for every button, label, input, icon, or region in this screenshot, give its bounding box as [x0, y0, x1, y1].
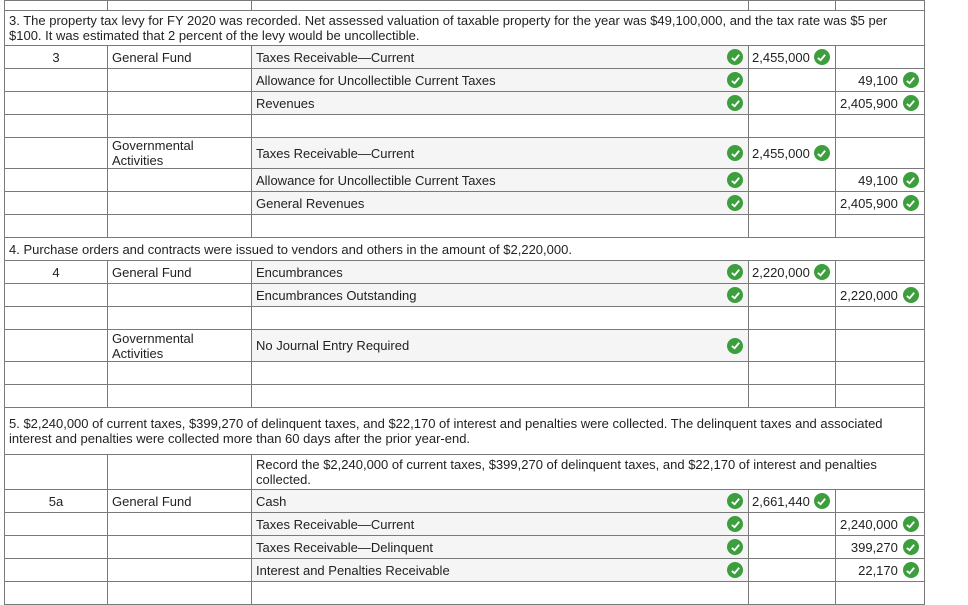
fund-label: General Fund [108, 261, 252, 284]
check-icon [727, 264, 743, 280]
entry-number: 5a [5, 490, 108, 513]
description-row [5, 11, 925, 46]
account-name: Revenues [256, 95, 315, 111]
check-icon [727, 493, 743, 509]
credit-value: 22,170 [858, 562, 898, 578]
gov-label: Governmental Activities [108, 138, 252, 169]
journal-row [5, 169, 925, 192]
spacer-row [5, 1, 925, 11]
credit-field[interactable] [836, 284, 925, 307]
credit-field[interactable] [836, 362, 925, 385]
credit-field[interactable] [836, 261, 925, 284]
check-icon [727, 287, 743, 303]
credit-field[interactable] [836, 115, 925, 138]
description-row [5, 238, 925, 261]
credit-value: 49,100 [858, 172, 898, 188]
credit-field[interactable] [836, 215, 925, 238]
journal-row [5, 330, 925, 362]
check-icon [814, 145, 830, 161]
debit-field[interactable] [749, 330, 836, 362]
credit-value: 2,405,900 [840, 195, 898, 211]
debit-field[interactable] [749, 92, 836, 115]
check-icon [727, 562, 743, 578]
debit-field[interactable] [749, 490, 836, 513]
debit-field[interactable] [749, 559, 836, 582]
account-field[interactable] [252, 169, 749, 192]
check-icon [814, 264, 830, 280]
debit-field[interactable] [749, 513, 836, 536]
account-name: Taxes Receivable—Delinquent [256, 539, 434, 555]
account-name: No Journal Entry Required [256, 338, 410, 353]
debit-field[interactable] [749, 138, 836, 169]
check-icon [727, 539, 743, 555]
journal-row [5, 261, 925, 284]
account-field[interactable] [252, 385, 749, 408]
check-icon [903, 539, 919, 555]
check-icon [727, 145, 743, 161]
account-field[interactable] [252, 69, 749, 92]
debit-field[interactable] [749, 362, 836, 385]
check-icon [727, 172, 743, 188]
check-icon [903, 195, 919, 211]
entry-instruction: Record the $2,240,000 of current taxes, $399,270 of delinquent taxes, and $22,170 of interest and penalties collected. [252, 455, 925, 490]
check-icon [903, 95, 919, 111]
credit-field[interactable] [836, 385, 925, 408]
check-icon [903, 287, 919, 303]
journal-row [5, 69, 925, 92]
account-name: Allowance for Uncollectible Current Taxes [256, 172, 496, 188]
check-icon [903, 72, 919, 88]
gov-label: Governmental Activities [108, 330, 252, 362]
account-field[interactable] [252, 362, 749, 385]
account-field[interactable] [252, 138, 749, 169]
debit-field[interactable] [749, 69, 836, 92]
credit-value: 2,405,900 [840, 95, 898, 111]
description-row [5, 408, 925, 455]
journal-row [5, 192, 925, 215]
debit-value: 2,455,000 [752, 49, 810, 65]
debit-field[interactable] [749, 46, 836, 69]
journal-row [5, 536, 925, 559]
credit-field[interactable] [836, 46, 925, 69]
debit-field[interactable] [749, 115, 836, 138]
journal-table [4, 0, 925, 605]
check-icon [903, 516, 919, 532]
account-field[interactable] [252, 215, 749, 238]
debit-field[interactable] [749, 192, 836, 215]
journal-row [5, 46, 925, 69]
credit-field[interactable] [836, 69, 925, 92]
credit-field[interactable] [836, 138, 925, 169]
check-icon [727, 49, 743, 65]
account-field[interactable] [252, 330, 749, 362]
credit-field[interactable] [836, 92, 925, 115]
account-name: Cash [256, 493, 287, 509]
fund-label: General Fund [108, 46, 252, 69]
debit-field[interactable] [749, 307, 836, 330]
account-field[interactable] [252, 261, 749, 284]
entry-number: 3 [5, 46, 108, 69]
account-field[interactable] [252, 513, 749, 536]
credit-field[interactable] [836, 192, 925, 215]
credit-field[interactable] [836, 330, 925, 362]
entry-number: 4 [5, 261, 108, 284]
account-field[interactable] [252, 559, 749, 582]
debit-value: 2,220,000 [752, 264, 810, 280]
event-description: 4. Purchase orders and contracts were issued to vendors and others in the amount of $2,220,000. [5, 238, 925, 261]
check-icon [727, 72, 743, 88]
instruction-row [5, 455, 925, 490]
check-icon [903, 172, 919, 188]
check-icon [727, 95, 743, 111]
account-name: Encumbrances Outstanding [256, 287, 417, 303]
check-icon [727, 338, 743, 354]
blank-row [5, 385, 925, 408]
journal-row [5, 513, 925, 536]
debit-field[interactable] [749, 261, 836, 284]
journal-row [5, 559, 925, 582]
credit-field[interactable] [836, 307, 925, 330]
credit-field[interactable] [836, 169, 925, 192]
check-icon [814, 49, 830, 65]
account-name: Taxes Receivable—Current [256, 145, 415, 161]
debit-field[interactable] [749, 284, 836, 307]
blank-row [5, 215, 925, 238]
fund-label: General Fund [108, 490, 252, 513]
account-name: Taxes Receivable—Current [256, 49, 415, 65]
journal-row [5, 490, 925, 513]
journal-row [5, 284, 925, 307]
credit-field[interactable] [836, 536, 925, 559]
account-field[interactable] [252, 46, 749, 69]
blank-row [5, 582, 925, 605]
credit-value: 2,220,000 [840, 287, 898, 303]
credit-field[interactable] [836, 490, 925, 513]
account-field[interactable] [252, 490, 749, 513]
debit-field[interactable] [749, 582, 836, 605]
credit-field[interactable] [836, 513, 925, 536]
account-field[interactable] [252, 307, 749, 330]
credit-value: 2,240,000 [840, 516, 898, 532]
blank-row [5, 307, 925, 330]
check-icon [727, 195, 743, 211]
check-icon [814, 493, 830, 509]
debit-value: 2,455,000 [752, 145, 810, 161]
account-field[interactable] [252, 582, 749, 605]
account-field[interactable] [252, 536, 749, 559]
credit-value: 49,100 [858, 72, 898, 88]
event-description: 5. $2,240,000 of current taxes, $399,270 of delinquent taxes, and $22,170 of interest and penalties were collected. The delinquent taxes and associated interest and penalties were collected more than 60 days after the prior year-end. [5, 408, 925, 455]
blank-row [5, 115, 925, 138]
account-name: Encumbrances [256, 264, 343, 280]
account-name: Interest and Penalties Receivable [256, 562, 450, 578]
account-field[interactable] [252, 284, 749, 307]
credit-value: 399,270 [850, 539, 898, 555]
check-icon [903, 562, 919, 578]
debit-field[interactable] [749, 536, 836, 559]
credit-field[interactable] [836, 582, 925, 605]
check-icon [727, 516, 743, 532]
account-name: Taxes Receivable—Current [256, 516, 415, 532]
account-field[interactable] [252, 192, 749, 215]
debit-field[interactable] [749, 215, 836, 238]
account-name: Allowance for Uncollectible Current Taxes [256, 72, 496, 88]
account-field[interactable] [252, 115, 749, 138]
account-field[interactable] [252, 92, 749, 115]
debit-field[interactable] [749, 385, 836, 408]
credit-field[interactable] [836, 559, 925, 582]
debit-value: 2,661,440 [752, 493, 810, 509]
journal-row [5, 138, 925, 169]
blank-row [5, 362, 925, 385]
journal-row [5, 92, 925, 115]
event-description: 3. The property tax levy for FY 2020 was recorded. Net assessed valuation of taxable property for the year was $49,100,000, and the tax rate was $5 per $100. It was estimated that 2 percent of the levy would be uncollectible. [5, 11, 925, 46]
account-name: General Revenues [256, 195, 365, 211]
debit-field[interactable] [749, 169, 836, 192]
